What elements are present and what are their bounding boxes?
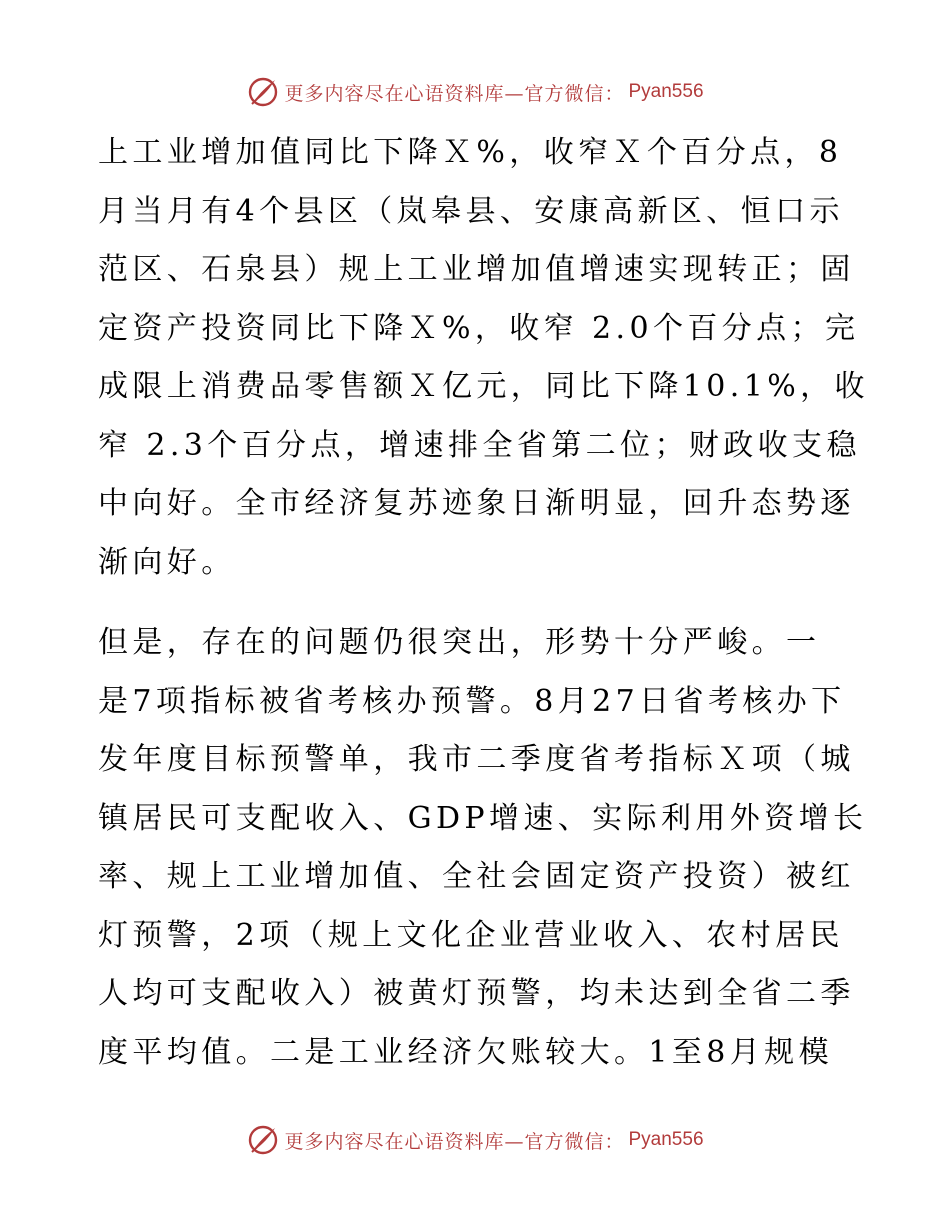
paragraph-2	[98, 614, 868, 1082]
text-line: 定资产投资同比下降Ｘ%，收窄 2.0个百分点；完	[98, 310, 860, 346]
text-line: 窄 2.3个百分点，增速排全省第二位；财政收支稳	[98, 427, 861, 463]
watermark-text: 更多内容尽在心语资料库—官方微信：	[284, 1130, 625, 1153]
text-line: 度平均值。二是工业经济欠账较大。1至8月规模	[98, 1034, 833, 1070]
text-line: 发年度目标预警单，我市二季度省考指标Ｘ项（城	[98, 742, 855, 777]
text-line: 成限上消费品零售额Ｘ亿元，同比下降10.1%，收	[98, 369, 869, 404]
paragraph-1	[98, 124, 869, 592]
text-line: 范区、石泉县）规上工业增加值增速实现转正；固	[98, 252, 855, 287]
text-line: 率、规上工业增加值、全社会固定资产投资）被红	[98, 859, 855, 894]
text-line: 是7项指标被省考核办预警。8月27日省考核办下	[98, 683, 846, 719]
quill-logo-icon	[246, 1123, 280, 1157]
document-body	[98, 124, 869, 1082]
text-line: 上工业增加值同比下降Ｘ%，收窄Ｘ个百分点，8	[98, 135, 843, 170]
text-line: 中向好。全市经济复苏迹象日渐明显，回升态势逐	[98, 486, 855, 521]
text-line: 但是，存在的问题仍很突出，形势十分严峻。一	[98, 625, 821, 660]
text-line: 灯预警，2项（规上文化企业营业收入、农村居民	[98, 917, 844, 953]
text-line: 月当月有4个县区（岚皋县、安康高新区、恒口示	[98, 193, 844, 229]
watermark-text: 更多内容尽在心语资料库—官方微信：	[284, 82, 625, 105]
paragraph-spacer	[98, 592, 858, 614]
text-line: 镇居民可支配收入、GDP增速、实际利用外资增长	[98, 800, 868, 836]
text-line: 渐向好。	[98, 544, 236, 580]
text-line: 人均可支配收入）被黄灯预警，均未达到全省二季	[98, 976, 855, 1011]
header-watermark	[0, 72, 950, 112]
footer-watermark	[0, 1120, 950, 1160]
watermark-account: Pyan556	[628, 1129, 704, 1150]
quill-logo-icon	[246, 75, 280, 109]
watermark-account: Pyan556	[628, 81, 704, 102]
